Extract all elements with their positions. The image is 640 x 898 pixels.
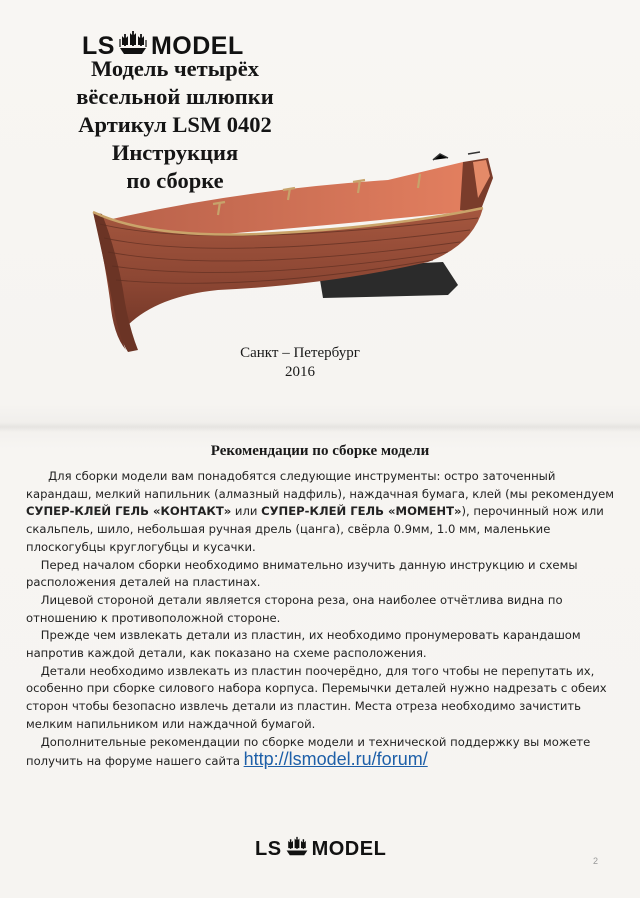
- title-line: вёсельной шлюпки: [76, 84, 274, 109]
- brand-logo-bottom: [255, 836, 386, 863]
- publication-place: [215, 344, 385, 382]
- paragraph-tools: Для сборки модели вам понадобятся следующие инструменты: остро заточенный карандаш, мелкий напильник (алмазный надфиль), наждачная бумага, клей (мы рекомендуем СУПЕР-КЛЕЙ ГЕЛЬ «КОНТАКТ» или СУПЕР-КЛЕЙ ГЕЛЬ «МОМЕНТ»), перочинный нож или скальпель, шило, небольшая ручная дрель (цанга), свёрла 0.9мм, 1.0 мм, маленькие плоскогубцы круглогубцы и кусачки.: [26, 469, 614, 554]
- publication-year: 2016: [285, 364, 315, 380]
- city-name: Санкт – Петербург: [240, 345, 360, 361]
- paragraph-extraction: Детали необходимо извлекать из пластин поочерёдно, для того чтобы не перепутать их, особенно при сборке силового набора корпуса. Перемычки деталей нужно надрезать с обеих сторон чтобы безопасно извлечь детали из пластин. Места отреза необходимо зачистить мелким напильником или наждачной бумагой.: [26, 663, 607, 731]
- ship-icon: [285, 836, 309, 863]
- glue-recommendation-1: СУПЕР-КЛЕЙ ГЕЛЬ «КОНТАКТ»: [26, 504, 232, 519]
- title-line: Артикул LSM 0402: [78, 112, 272, 137]
- paragraph-face-side: Лицевой стороной детали является сторона реза, она наиболее отчётлива видна по отношению к противоположной стороне.: [26, 592, 563, 625]
- glue-recommendation-2: СУПЕР-КЛЕЙ ГЕЛЬ «МОМЕНТ»: [261, 504, 462, 519]
- logo-right-text: MODEL: [150, 32, 244, 60]
- logo-left-text: LS: [82, 32, 115, 60]
- paragraph-study: Перед началом сборки необходимо внимательно изучить данную инструкцию и схемы расположения деталей на пластинах.: [26, 557, 578, 590]
- paper-fold: [0, 422, 640, 432]
- logo-left-text: LS: [255, 838, 282, 860]
- page-number: 2: [593, 856, 599, 866]
- paragraph-support: Дополнительные рекомендации по сборке модели и технической поддержку вы можете получить на форуме нашего сайта http://lsmodel.ru/forum/: [26, 734, 591, 770]
- forum-link[interactable]: http://lsmodel.ru/forum/: [243, 749, 428, 770]
- paragraph-numbering: Прежде чем извлекать детали из пластин, их необходимо пронумеровать карандашом напротив каждой детали, как показано на схеме расположения.: [26, 628, 581, 661]
- title-line: Инструкция: [111, 140, 239, 165]
- boat-illustration: [88, 150, 513, 360]
- logo-right-text: MODEL: [311, 838, 387, 860]
- title-line: по сборке: [126, 168, 224, 193]
- recommendations-body: [26, 468, 618, 771]
- title-line: Модель четырёх: [90, 56, 260, 81]
- recommendations-title: Рекомендации по сборке модели: [210, 443, 430, 459]
